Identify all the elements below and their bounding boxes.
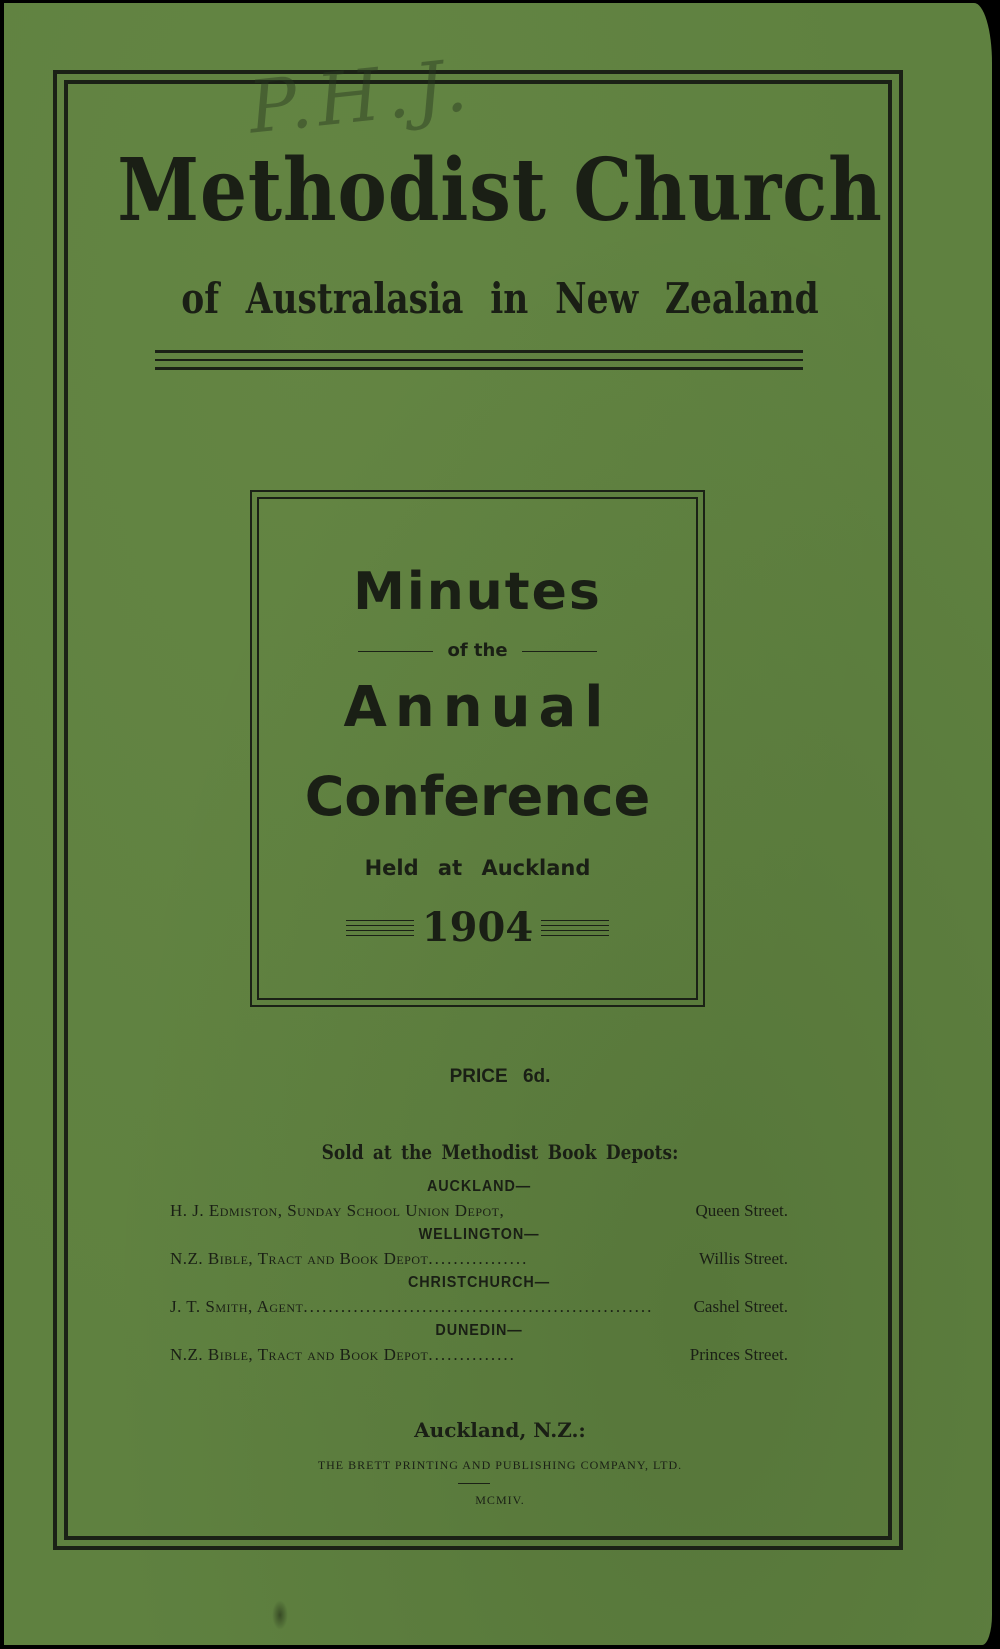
year-rule-right — [541, 916, 609, 940]
title: Methodist Church — [117, 140, 883, 241]
leader-dots: .............. — [428, 1345, 516, 1364]
imprint-publisher: THE BRETT PRINTING AND PUBLISHING COMPANY, LTD. — [317, 1458, 683, 1472]
rule-line — [155, 359, 803, 361]
depot-list — [170, 1176, 788, 1368]
depot-street: Princes Street. — [689, 1345, 788, 1364]
depot-line — [170, 1198, 788, 1224]
handwritten-pencil-mark: P.H.J. — [244, 42, 477, 150]
depot-street: Queen Street. — [695, 1201, 788, 1220]
depot-name: N.Z. Bible, Tract and Book Depot — [170, 1249, 429, 1268]
depot-name: J. T. Smith, Agent — [170, 1297, 304, 1316]
panel-location: Held at Auckland — [364, 856, 591, 880]
subtitle: of Australasia in New Zealand — [181, 274, 819, 323]
year-rule-left — [346, 916, 414, 940]
panel-year: 1904 — [421, 904, 534, 951]
ink-blot — [272, 1600, 288, 1630]
depot-city: AUCKLAND— — [426, 1178, 532, 1195]
imprint-divider — [458, 1483, 490, 1484]
imprint-city: Auckland, N.Z.: — [414, 1418, 586, 1442]
depot-name: N.Z. Bible, Tract and Book Depot — [170, 1345, 429, 1364]
depot-line — [170, 1294, 788, 1320]
panel-line-conference: Conference — [304, 765, 651, 828]
panel-line-annual: Annual — [343, 675, 612, 740]
connector-line-right — [522, 651, 597, 652]
title-rule — [155, 350, 803, 376]
rule-line — [155, 367, 803, 370]
connector-row — [250, 642, 705, 660]
connector-text: of the — [447, 640, 508, 661]
sold-heading: Sold at the Methodist Book Depots: — [321, 1140, 679, 1164]
panel-heading: Minutes — [353, 562, 602, 622]
connector-line-left — [358, 651, 433, 652]
depot-city: CHRISTCHURCH— — [407, 1274, 551, 1291]
depot-line — [170, 1342, 788, 1368]
year-row — [250, 904, 705, 951]
depot-line — [170, 1246, 788, 1272]
depot-city: WELLINGTON— — [418, 1226, 540, 1243]
imprint-year: MCMIV. — [475, 1493, 525, 1507]
rule-line — [155, 350, 803, 353]
leader-dots: ........................................................ — [303, 1297, 654, 1316]
depot-city: DUNEDIN— — [435, 1322, 523, 1339]
leader-dots: ................ — [428, 1249, 529, 1268]
depot-street: Cashel Street. — [693, 1297, 788, 1316]
depot-name: H. J. Edmiston, Sunday School Union Depot, — [170, 1201, 505, 1220]
price: PRICE 6d. — [449, 1066, 551, 1087]
depot-street: Willis Street. — [698, 1249, 788, 1268]
